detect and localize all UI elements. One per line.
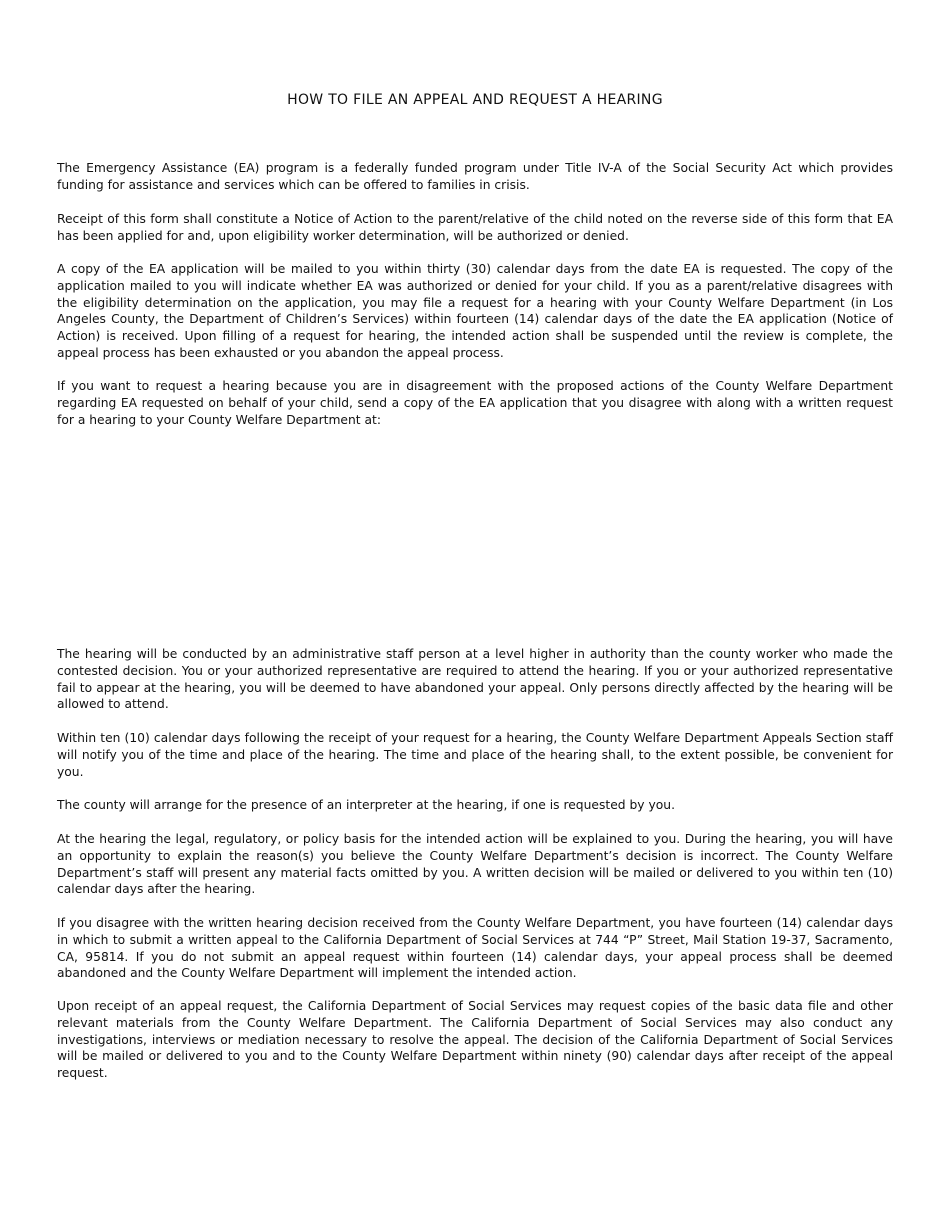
- page-title: HOW TO FILE AN APPEAL AND REQUEST A HEARING: [287, 92, 663, 108]
- paragraph-hearing-conduct: The hearing will be conducted by an administrative staff person at a level higher in authority than the county worker who made the contested decision. You or your authorized representative are required to attend the hearing. If you or your authorized representative fail to appear at the hearing, you will be deemed to have abandoned your appeal. Only persons directly affected by the hearing will be allowed to attend.: [57, 647, 893, 712]
- paragraph-ea-program: The Emergency Assistance (EA) program is a federally funded program under Title IV-A of the Social Security Act which provides funding for assistance and services which can be offered to families in crisis.: [57, 161, 893, 192]
- paragraph-state-appeal: If you disagree with the written hearing decision received from the County Welfare Department, you have fourteen (14) calendar days in which to submit a written appeal to the California Department of Social Services at 744 “P” Street, Mail Station 19-37, Sacramento, CA, 95814. If you do not submit an appeal request within fourteen (14) calendar days, your appeal process shall be deemed abandoned and the County Welfare Department will implement the intended action.: [57, 916, 893, 981]
- paragraph-interpreter: The county will arrange for the presence of an interpreter at the hearing, if one is requested by you.: [57, 798, 675, 812]
- paragraph-hearing-decision: At the hearing the legal, regulatory, or policy basis for the intended action will be explained to you. During the hearing, you will have an opportunity to explain the reason(s) you believe the County Welfare Department’s decision is incorrect. The County Welfare Department’s staff will present any material facts omitted by you. A written decision will be mailed or delivered to you within ten (10) calendar days after the hearing.: [57, 832, 893, 897]
- paragraph-application-copy: A copy of the EA application will be mailed to you within thirty (30) calendar days from the date EA is requested. The copy of the application mailed to you will indicate whether EA was authorized or denied for your child. If you as a parent/relative disagrees with the eligibility determination on the application, you may file a request for a hearing with your County Welfare Department (in Los Angeles County, the Department of Children’s Services) within fourteen (14) calendar days of the date the EA application (Notice of Action) is received. Upon filling of a request for hearing, the intended action shall be suspended until the review is complete, the appeal process has been exhausted or you abandon the appeal process.: [57, 262, 893, 360]
- paragraph-appeal-review: Upon receipt of an appeal request, the California Department of Social Services may request copies of the basic data file and other relevant materials from the County Welfare Department. The California Department of Social Services may also conduct any investigations, interviews or mediation necessary to resolve the appeal. The decision of the California Department of Social Services will be mailed or delivered to you and to the County Welfare Department within ninety (90) calendar days after receipt of the appeal request.: [57, 999, 893, 1081]
- paragraph-hearing-notification: Within ten (10) calendar days following the receipt of your request for a hearing, the County Welfare Department Appeals Section staff will notify you of the time and place of the hearing. The time and place of the hearing shall, to the extent possible, be convenient for you.: [57, 731, 893, 779]
- paragraph-request-hearing: If you want to request a hearing because you are in disagreement with the proposed actions of the County Welfare Department regarding EA requested on behalf of your child, send a copy of the EA application that you disagree with along with a written request for a hearing to your County Welfare Department at:: [57, 379, 893, 427]
- paragraph-notice-of-action: Receipt of this form shall constitute a Notice of Action to the parent/relative of the child noted on the reverse side of this form that EA has been applied for and, upon eligibility worker determination, will be authorized or denied.: [57, 212, 893, 243]
